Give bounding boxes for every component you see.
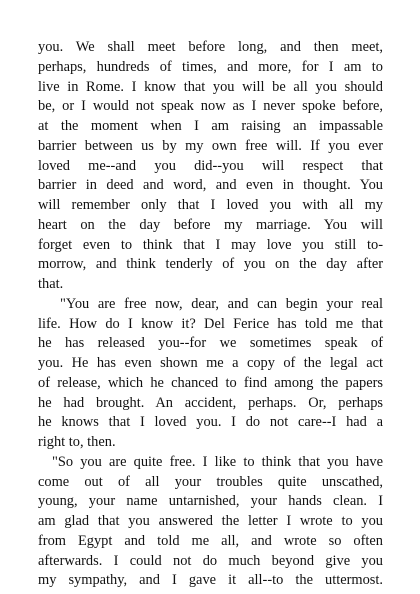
text-line: am glad that you answered the letter I wrote to you	[38, 513, 383, 529]
text-line: he had brought. An accident, perhaps. Or, perhaps	[38, 394, 383, 411]
text-line: come out of all your troubles quite unscathed,	[38, 473, 383, 490]
body-text	[38, 38, 383, 591]
text-line: you. We shall meet before long, and then meet,	[38, 39, 383, 55]
text-line: barrier in deed and word, and even in thought. You	[38, 177, 383, 194]
text-line: loved me--and you did--you will respect that	[38, 157, 383, 174]
text-line: perhaps, hundreds of times, and more, for I am to	[38, 58, 383, 75]
text-line: afterwards. I could not do much beyond give you	[38, 552, 383, 569]
text-line: right to, then.	[38, 434, 116, 450]
text-line: young, your name untarnished, your hands clean. I	[38, 493, 383, 510]
text-line: heart on the day before my marriage. You will	[38, 216, 383, 233]
text-line: "So you are quite free. I like to think that you have	[52, 453, 383, 470]
text-line: morrow, and think tenderly of you on the day after	[38, 256, 383, 273]
text-line: life. How do I know it? Del Ferice has told me that	[38, 315, 383, 332]
text-line: forget even to think that I may love you still to-	[38, 236, 383, 253]
text-line: that.	[38, 276, 64, 292]
text-line: of release, which he chanced to find among the papers	[38, 374, 383, 391]
text-line: live in Rome. I know that you will be all you should	[38, 78, 383, 95]
text-line: barrier between us by my own free will. If you ever	[38, 137, 383, 154]
text-line: he has released you--for we sometimes speak of	[38, 335, 383, 352]
text-line: you. He has even shown me a copy of the legal act	[38, 355, 383, 371]
text-line: my sympathy, and I gave it all--to the uttermost.	[38, 572, 383, 589]
document-page	[38, 38, 383, 591]
text-line: at the moment when I am raising an impassable	[38, 118, 383, 134]
text-line: "You are free now, dear, and can begin your real	[60, 295, 383, 312]
text-line: from Egypt and told me all, and wrote so often	[38, 532, 383, 549]
text-line: he knows that I loved you. I do not care--I had a	[38, 414, 383, 431]
text-line: be, or I would not speak now as I never spoke before,	[38, 98, 383, 115]
text-line: will remember only that I loved you with all my	[38, 197, 383, 213]
